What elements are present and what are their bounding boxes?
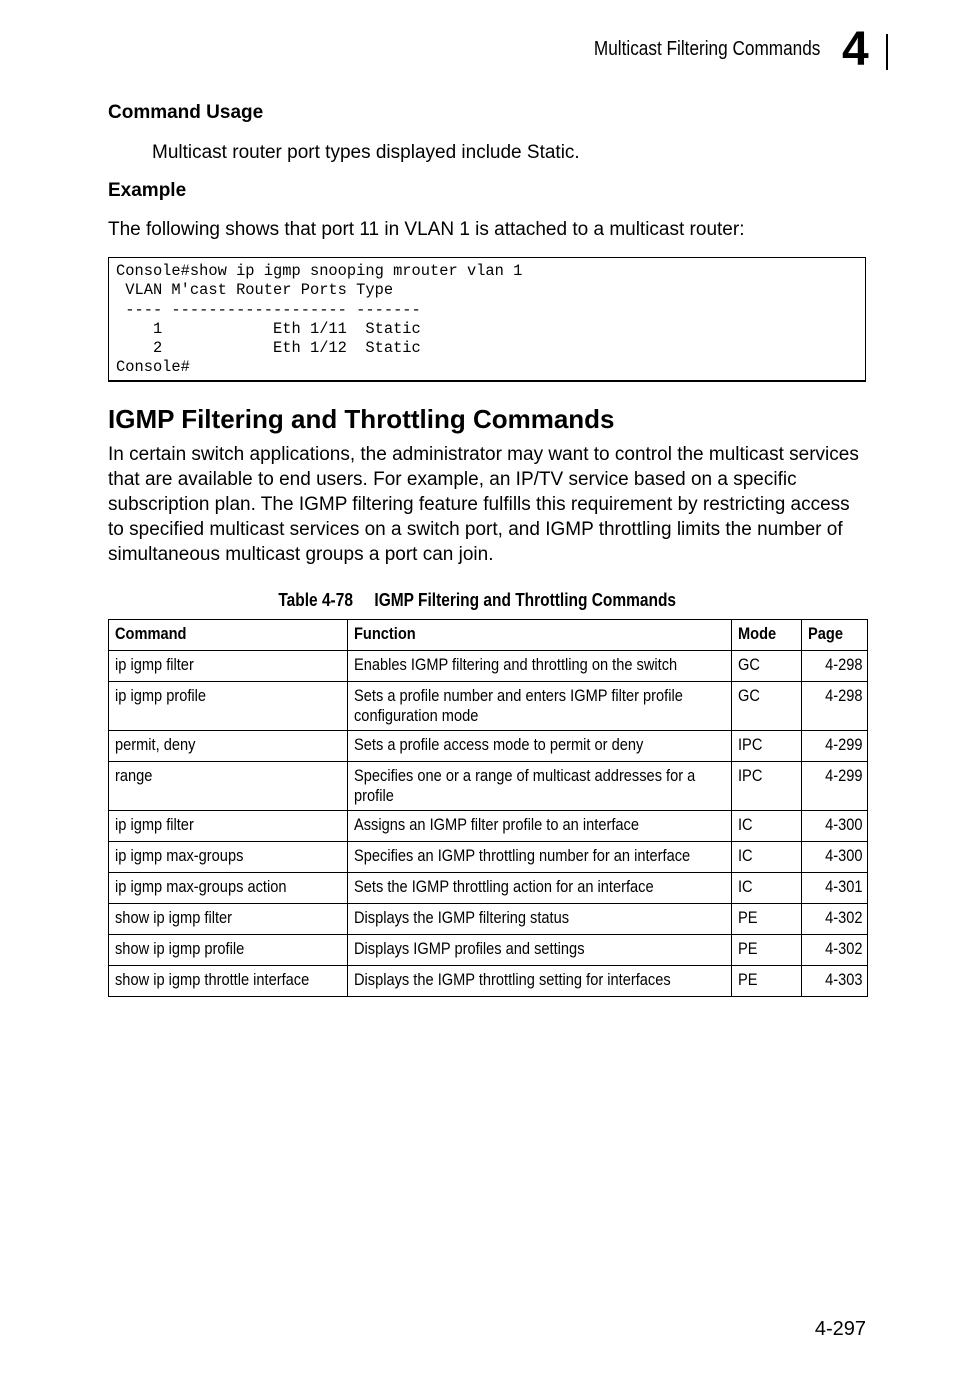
code-example-box	[108, 257, 866, 382]
cell-command: range	[109, 762, 348, 811]
cell-function: Assigns an IGMP filter profile to an interface	[347, 811, 731, 842]
cell-mode: PE	[732, 935, 802, 966]
cell-mode: PE	[732, 904, 802, 935]
chapter-number: 4	[842, 23, 869, 76]
cell-mode: IPC	[732, 762, 802, 811]
cell-function: Displays the IGMP filtering status	[347, 904, 731, 935]
cell-mode: GC	[732, 651, 802, 682]
header-page: Page	[802, 620, 868, 651]
cell-command: ip igmp profile	[109, 682, 348, 731]
command-usage-heading: Command Usage	[108, 102, 264, 123]
cell-function: Sets a profile access mode to permit or deny	[347, 731, 731, 762]
table-row	[109, 873, 868, 904]
cell-mode: IPC	[732, 731, 802, 762]
command-usage-text: Multicast router port types displayed include Static.	[152, 142, 580, 163]
example-heading: Example	[108, 180, 187, 201]
table-caption	[0, 590, 954, 611]
cell-command: show ip igmp throttle interface	[109, 966, 348, 997]
running-header: Multicast Filtering Commands	[593, 38, 820, 60]
code-example: Console#show ip igmp snooping mrouter vlan 1 VLAN M'cast Router Ports Type ---- ------------------- ------- 1 Eth 1/11 Static 2 Eth 1/12 Static Console#	[116, 262, 523, 377]
cell-page: 4-299	[802, 731, 868, 762]
header-command: Command	[109, 620, 348, 651]
table-row	[109, 842, 868, 873]
cell-page: 4-298	[802, 682, 868, 731]
cell-command: ip igmp filter	[109, 651, 348, 682]
table-row	[109, 762, 868, 811]
cell-mode: IC	[732, 873, 802, 904]
section-intro: In certain switch applications, the administrator may want to control the multicast services that are available to end users. For example, an IP/TV service based on a specific subscription plan. The IGMP filtering feature fulfills this requirement by restricting access to specified multicast services on a switch port, and IGMP throttling limits the number of simultaneous multicast groups a port can join.	[108, 444, 859, 565]
cell-mode: GC	[732, 682, 802, 731]
cell-function: Enables IGMP filtering and throttling on the switch	[347, 651, 731, 682]
cell-mode: IC	[732, 842, 802, 873]
cell-page: 4-300	[802, 842, 868, 873]
cell-mode: PE	[732, 966, 802, 997]
table-row	[109, 731, 868, 762]
header-function: Function	[347, 620, 731, 651]
commands-table	[108, 619, 868, 997]
cell-page: 4-301	[802, 873, 868, 904]
table-row	[109, 651, 868, 682]
table-row	[109, 904, 868, 935]
cell-function: Sets the IGMP throttling action for an interface	[347, 873, 731, 904]
cell-command: ip igmp max-groups action	[109, 873, 348, 904]
cell-function: Sets a profile number and enters IGMP filter profile configuration mode	[347, 682, 731, 731]
cell-page: 4-303	[802, 966, 868, 997]
table-row	[109, 966, 868, 997]
cell-page: 4-300	[802, 811, 868, 842]
cell-command: show ip igmp profile	[109, 935, 348, 966]
table-row	[109, 935, 868, 966]
cell-function: Displays the IGMP throttling setting for interfaces	[347, 966, 731, 997]
cell-command: ip igmp filter	[109, 811, 348, 842]
table-header-row	[109, 620, 868, 651]
table-row	[109, 811, 868, 842]
table-row	[109, 682, 868, 731]
cell-command: permit, deny	[109, 731, 348, 762]
cell-page: 4-302	[802, 904, 868, 935]
cell-command: show ip igmp filter	[109, 904, 348, 935]
cell-page: 4-302	[802, 935, 868, 966]
cell-mode: IC	[732, 811, 802, 842]
cell-page: 4-299	[802, 762, 868, 811]
cell-page: 4-298	[802, 651, 868, 682]
example-text: The following shows that port 11 in VLAN 1 is attached to a multicast router:	[108, 219, 745, 240]
cell-function: Specifies one or a range of multicast addresses for a profile	[347, 762, 731, 811]
table-caption-text: Table 4-78 IGMP Filtering and Throttling Commands	[278, 590, 676, 610]
cell-function: Specifies an IGMP throttling number for an interface	[347, 842, 731, 873]
page-number: 4-297	[814, 1318, 866, 1340]
chapter-divider	[886, 34, 888, 70]
section-title: IGMP Filtering and Throttling Commands	[108, 404, 615, 434]
header-mode: Mode	[732, 620, 802, 651]
cell-command: ip igmp max-groups	[109, 842, 348, 873]
cell-function: Displays IGMP profiles and settings	[347, 935, 731, 966]
